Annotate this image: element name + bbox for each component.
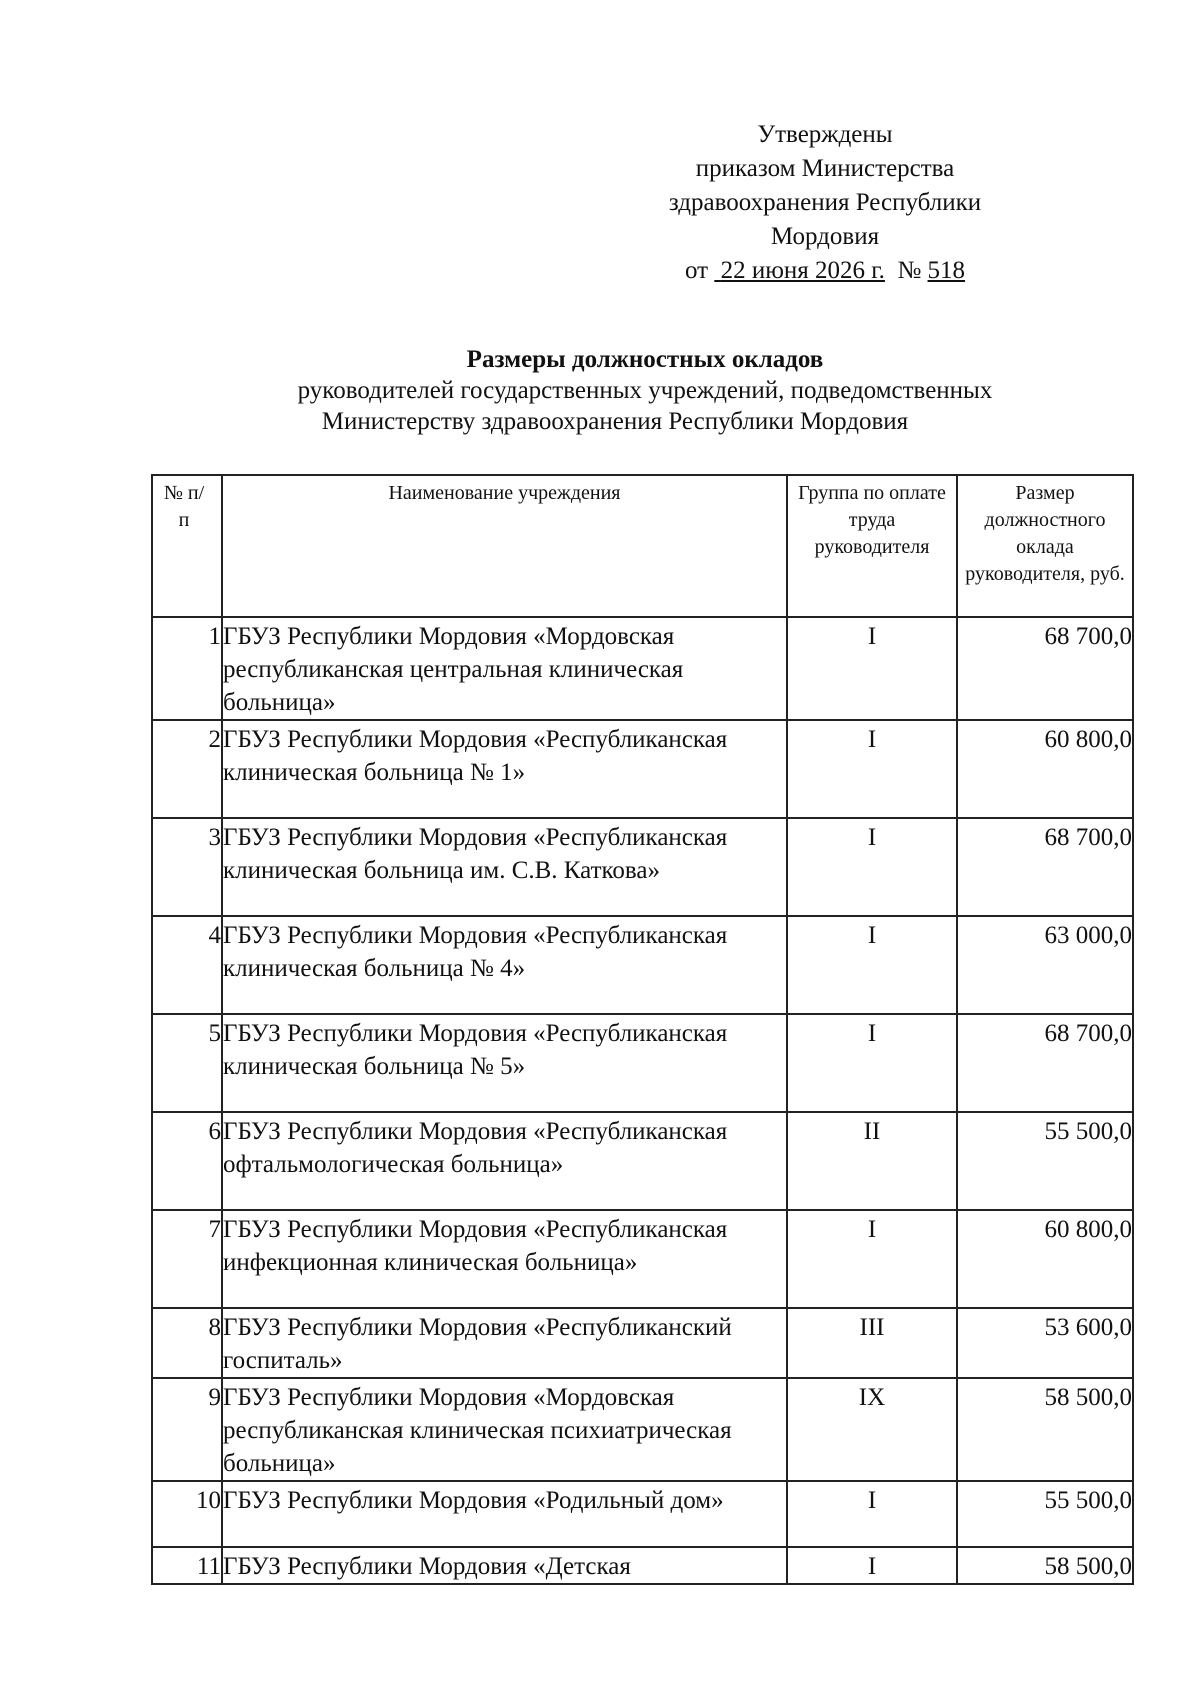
row-num: 5 [152,1014,222,1112]
row-salary: 63 000,0 [957,916,1133,1014]
row-group: III [787,1308,957,1378]
table-row [152,1112,1133,1210]
table-row [152,1481,1133,1547]
row-name: ГБУЗ Республики Мордовия «Республиканская инфекционная клиническая больница» [222,1210,787,1308]
row-num: 6 [152,1112,222,1210]
table-row [152,1014,1133,1112]
row-group: I [787,1014,957,1112]
row-name: ГБУЗ Республики Мордовия «Республиканская офтальмологическая больница» [222,1112,787,1210]
row-name: ГБУЗ Республики Мордовия «Родильный дом» [222,1481,787,1547]
table-row [152,617,1133,720]
row-group: II [787,1112,957,1210]
row-num: 10 [152,1481,222,1547]
row-name: ГБУЗ Республики Мордовия «Мордовская республиканская центральная клиническая больница» [222,617,787,720]
row-salary: 68 700,0 [957,818,1133,916]
row-num: 3 [152,818,222,916]
table-row [152,1210,1133,1308]
table-row [152,916,1133,1014]
row-num: 4 [152,916,222,1014]
approval-date-line [620,254,1030,288]
document-subtitle-line-2: Министерству здравоохранения Республики Мордовия [321,408,909,435]
header-group: Группа по оплате труда руководителя [787,475,957,617]
row-salary: 68 700,0 [957,617,1133,720]
number-sign: № [897,257,922,284]
row-salary: 55 500,0 [957,1112,1133,1210]
approval-line-4: Мордовия [770,223,880,250]
document-subtitle-line-1: руководителей государственных учреждений, подведомственных [297,377,993,404]
table-header-row [152,475,1133,617]
row-group: I [787,720,957,818]
row-salary: 53 600,0 [957,1308,1133,1378]
table-row [152,1378,1133,1481]
approval-block [620,118,1030,288]
date-prefix: от [684,257,709,284]
row-num: 9 [152,1378,222,1481]
row-num: 2 [152,720,222,818]
header-salary: Размер должностного оклада руководителя, руб. [957,475,1133,617]
table-row [152,818,1133,916]
row-num: 8 [152,1308,222,1378]
row-name: ГБУЗ Республики Мордовия «Мордовская республиканская клиническая психиатрическая больница» [222,1378,787,1481]
row-group: I [787,916,957,1014]
row-name: ГБУЗ Республики Мордовия «Республиканский госпиталь» [222,1308,787,1378]
row-group: I [787,617,957,720]
row-num: 1 [152,617,222,720]
header-name: Наименование учреждения [222,475,787,617]
row-name: ГБУЗ Республики Мордовия «Республиканская клиническая больница им. С.В. Каткова» [222,818,787,916]
salary-table [151,474,1134,1585]
order-number: 518 [927,257,966,284]
row-num: 7 [152,1210,222,1308]
title-block [150,344,1140,437]
header-num: № п/п [152,475,222,617]
approval-line-2: приказом Министерства [695,155,955,182]
row-num: 11 [152,1547,222,1584]
row-salary: 55 500,0 [957,1481,1133,1547]
row-group: I [787,818,957,916]
row-group: IX [787,1378,957,1481]
order-date: 22 июня 2026 г. [720,257,885,284]
table-row [152,1547,1133,1584]
row-name: ГБУЗ Республики Мордовия «Детская [222,1547,787,1584]
row-name: ГБУЗ Республики Мордовия «Республиканская клиническая больница № 4» [222,916,787,1014]
row-salary: 58 500,0 [957,1547,1133,1584]
table-row [152,1308,1133,1378]
approval-line-3: здравоохранения Республики [668,189,982,216]
approval-line-1: Утверждены [757,121,893,148]
row-group: I [787,1210,957,1308]
row-name: ГБУЗ Республики Мордовия «Республиканская клиническая больница № 5» [222,1014,787,1112]
row-salary: 68 700,0 [957,1014,1133,1112]
row-name: ГБУЗ Республики Мордовия «Республиканская клиническая больница № 1» [222,720,787,818]
row-salary: 60 800,0 [957,720,1133,818]
row-group: I [787,1547,957,1584]
row-salary: 60 800,0 [957,1210,1133,1308]
table-row [152,720,1133,818]
row-group: I [787,1481,957,1547]
document-title: Размеры должностных окладов [466,346,824,373]
row-salary: 58 500,0 [957,1378,1133,1481]
